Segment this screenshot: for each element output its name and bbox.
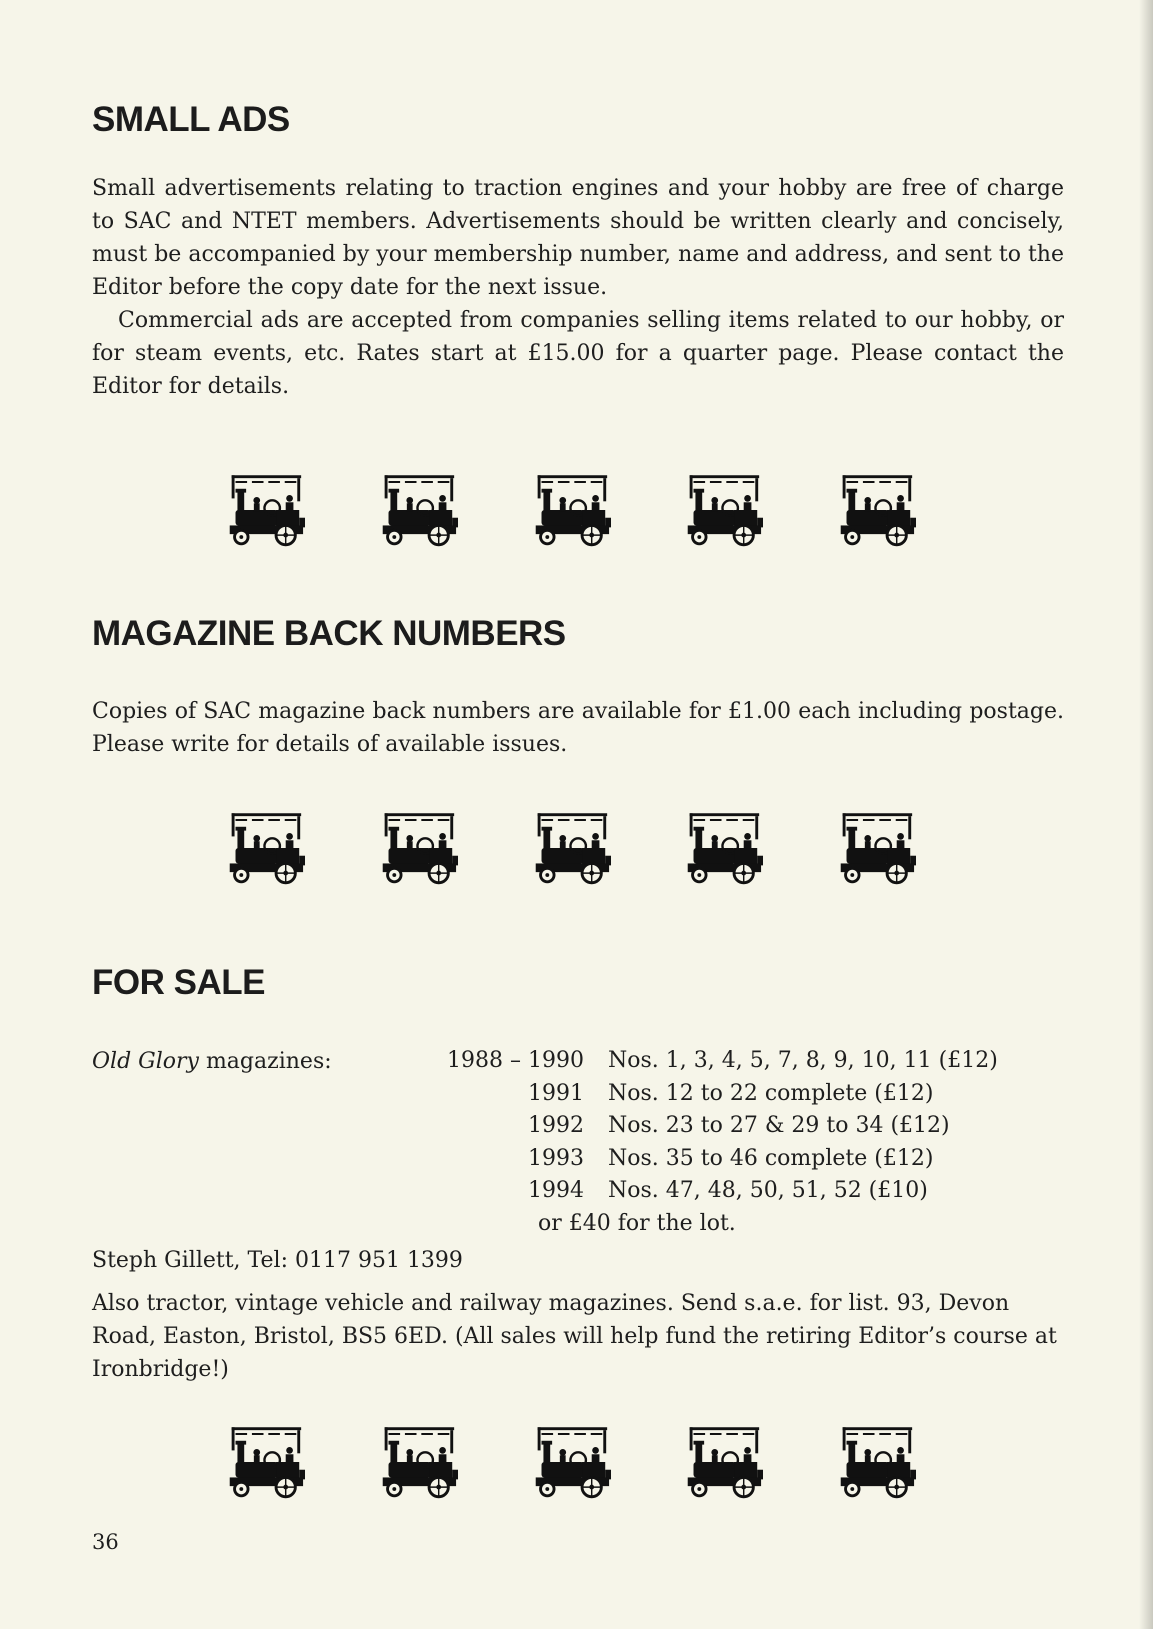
small-ads-paragraph-1: Small advertisements relating to traction engines and your hobby are free of charge to SAC and NTET members. Advertisements should be written clearly and concisely, must be accompanied by your membership number, name and address, and sent to the Editor before the copy date for the next issue. xyxy=(92,176,1064,300)
traction-engine-icon xyxy=(833,1422,922,1502)
issue-years: 1992 xyxy=(528,1113,584,1138)
traction-engine-icon xyxy=(680,1422,769,1502)
small-ads-heading: SMALL ADS xyxy=(92,100,290,139)
for-sale-label-title: Old Glory xyxy=(92,1049,199,1074)
issue-years: 1991 xyxy=(528,1080,584,1106)
traction-engine-icon xyxy=(375,808,464,888)
issue-years: 1988 – 1990 xyxy=(447,1048,584,1073)
traction-engine-icon xyxy=(528,1422,617,1502)
engine-divider-row-2 xyxy=(222,808,922,888)
back-numbers-paragraph: Copies of SAC magazine back numbers are available for £1.00 each including postage. Please write for details of available issues. xyxy=(92,699,1064,757)
issue-numbers: Nos. 12 to 22 complete (£12) xyxy=(608,1080,934,1106)
traction-engine-icon xyxy=(375,1422,464,1502)
engine-divider-row-3 xyxy=(222,1422,922,1502)
for-sale-contact: Steph Gillett, Tel: 0117 951 1399 xyxy=(92,1248,463,1273)
small-ads-paragraph-2: Commercial ads are accepted from companies selling items related to our hobby, or for steam events, etc. Rates start at £15.00 for a quarter page. Please contact the Editor for details. xyxy=(92,308,1064,399)
list-item xyxy=(430,1110,998,1143)
list-item xyxy=(430,1143,998,1176)
traction-engine-icon xyxy=(680,808,769,888)
issue-numbers: Nos. 47, 48, 50, 51, 52 (£10) xyxy=(608,1178,928,1203)
issue-numbers: Nos. 23 to 27 & 29 to 34 (£12) xyxy=(608,1113,950,1138)
engine-divider-row-1 xyxy=(222,470,922,550)
list-item xyxy=(430,1078,998,1111)
issue-years: 1993 xyxy=(528,1145,584,1171)
for-sale-label-rest: magazines: xyxy=(198,1049,332,1074)
traction-engine-icon xyxy=(222,808,311,888)
traction-engine-icon xyxy=(528,808,617,888)
page-number: 36 xyxy=(92,1530,119,1554)
traction-engine-icon xyxy=(222,470,311,550)
traction-engine-icon xyxy=(528,470,617,550)
traction-engine-icon xyxy=(833,470,922,550)
issue-numbers: Nos. 1, 3, 4, 5, 7, 8, 9, 10, 11 (£12) xyxy=(608,1048,998,1073)
back-numbers-heading: MAGAZINE BACK NUMBERS xyxy=(92,614,566,653)
for-sale-heading: FOR SALE xyxy=(92,963,265,1002)
list-item xyxy=(430,1045,998,1078)
page-edge-shadow xyxy=(1139,0,1153,1629)
for-sale-bundle-price: or £40 for the lot. xyxy=(538,1210,736,1236)
traction-engine-icon xyxy=(375,470,464,550)
traction-engine-icon xyxy=(222,1422,311,1502)
for-sale-issue-list xyxy=(430,1045,998,1240)
issue-years: 1994 xyxy=(528,1178,584,1203)
list-item xyxy=(430,1175,998,1208)
traction-engine-icon xyxy=(680,470,769,550)
for-sale-label xyxy=(92,1045,332,1078)
traction-engine-icon xyxy=(833,808,922,888)
for-sale-also-paragraph: Also tractor, vintage vehicle and railway magazines. Send s.a.e. for list. 93, Devon Road, Easton, Bristol, BS5 6ED. (All sales will help fund the retiring Editor’s course at Ironbridge!) xyxy=(92,1291,1057,1382)
issue-numbers: Nos. 35 to 46 complete (£12) xyxy=(608,1145,934,1171)
